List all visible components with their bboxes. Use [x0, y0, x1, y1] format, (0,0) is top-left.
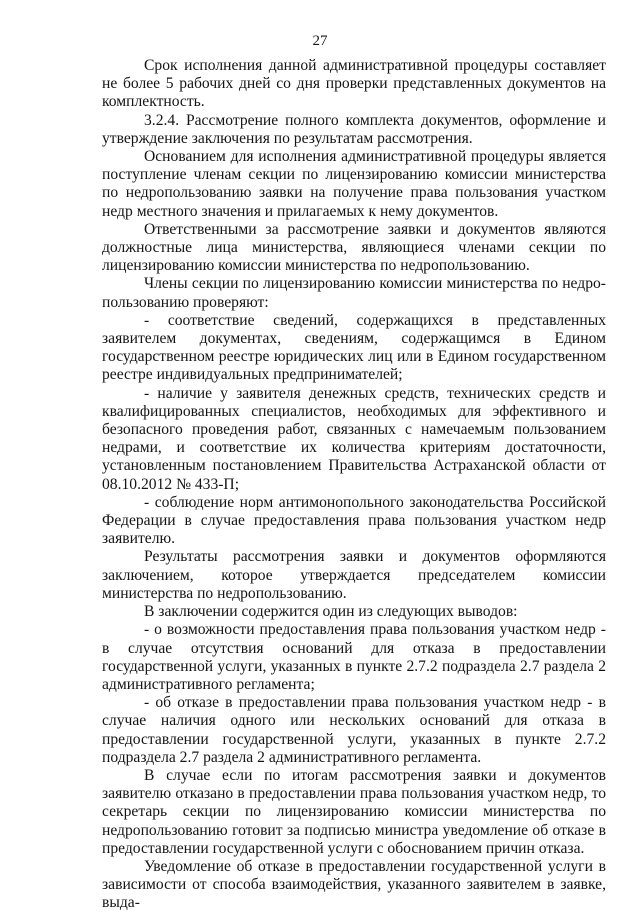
list-item-info-conformity: - соответствие сведений, содержащихся в представленных заявителем документах, сведениям, содержащимся в Едином государственном реестре юридических лиц или в Едином государственном реестре индивидуальных предпринимателей; — [102, 311, 606, 384]
list-item-funds-specialists: - наличие у заявителя денежных средств, технических средств и квалифицированных специалистов, необходимых для эффективного и безопасного проведения работ, связанных с намечаемым пользованием недрами, и соответствие их количества критериям достаточности, установленным постановлением Правительства Астраханской области от 08.10.2012 № 433-П; — [102, 384, 606, 493]
document-body — [102, 57, 606, 913]
list-item-antimonopoly: - соблюдение норм антимонопольного законодательства Российской Федерации в случае предоставления права пользования участком недр заявителю. — [102, 493, 606, 548]
page-number: 27 — [312, 33, 328, 49]
paragraph-results: Результаты рассмотрения заявки и документов оформляются заключением, которое утверждается председателем комиссии министерства по недропользованию. — [102, 548, 606, 602]
paragraph-execution-term: Срок исполнения данной административной процедуры составляет не более 5 рабочих дней со дня проверки представленных документов на комплектность. — [102, 57, 606, 111]
paragraph-notification: Уведомление об отказе в предоставлении государственной услуги в зависимости от способа взаимодействия, указанного заявителем в заявке, выда- — [102, 857, 606, 912]
paragraph-checks-intro: Члены секции по лицензированию комиссии министерства по недропользованию проверяют: — [102, 275, 606, 311]
paragraph-section-3-2-4: 3.2.4. Рассмотрение полного комплекта документов, оформление и утверждение заключения по результатам рассмотрения. — [102, 111, 606, 147]
list-item-possibility: - о возможности предоставления права пользования участком недр - в случае отсутствия оснований для отказа в предоставлении государственной услуги, указанных в пункте 2.7.2 подраздела 2.7 раздела 2 административного регламента; — [102, 621, 606, 693]
paragraph-refusal-case: В случае если по итогам рассмотрения заявки и документов заявителю отказано в предоставлении права пользования участком недр, то секретарь секции по лицензированию комиссии министерства по недропользованию готовит за подписью министра уведомление об отказе в предоставлении государственной услуги с обоснованием причин отказа. — [102, 766, 606, 857]
list-item-refusal: - об отказе в предоставлении права пользования участком недр - в случае наличия одного или нескольких оснований для отказа в предоставлении государственной услуги, указанных в пункте 2.7.2 подраздела 2.7 раздела 2 административного регламента. — [102, 694, 606, 766]
paragraph-conclusions-intro: В заключении содержится один из следующих выводов: — [144, 603, 518, 621]
paragraph-grounds: Основанием для исполнения административной процедуры является поступление членам секции по лицензированию комиссии министерства по недропользованию заявки на получение права пользования участком недр местного значения и прилагаемых к нему документов. — [102, 148, 606, 220]
paragraph-responsible: Ответственными за рассмотрение заявки и документов являются должностные лица министерства, являющиеся членами секции по лицензированию комиссии министерства по недропользованию. — [102, 220, 606, 275]
